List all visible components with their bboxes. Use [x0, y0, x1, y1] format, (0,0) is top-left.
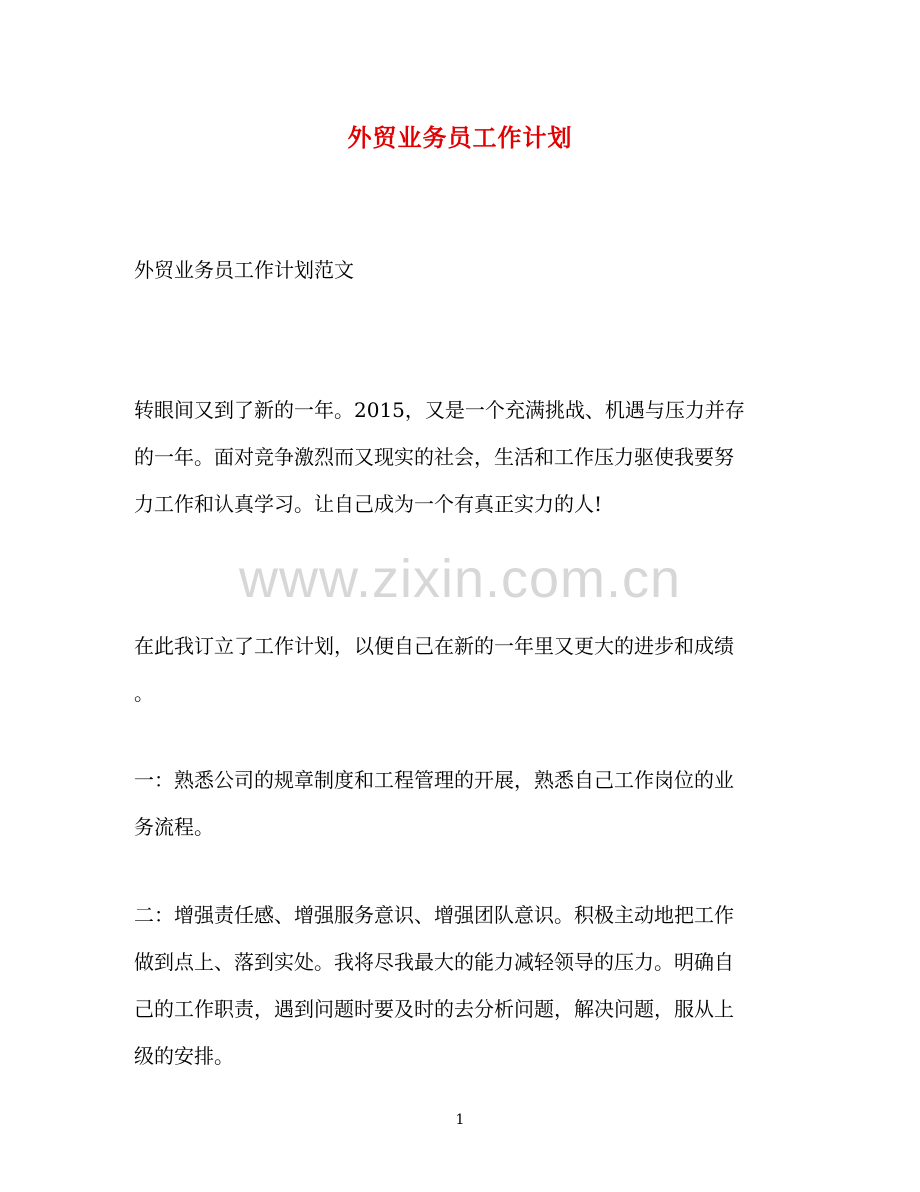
- document-title: 外贸业务员工作计划: [347, 123, 573, 152]
- paragraph-plan: [134, 623, 784, 717]
- paragraph-item-one: [134, 757, 784, 851]
- paragraph-line: 力工作和认真学习。让自己成为一个有真正实力的人!: [134, 492, 603, 516]
- paragraph-line: 做到点上、落到实处。我将尽我最大的能力减轻领导的压力。明确自: [134, 950, 734, 974]
- paragraph-line: 己的工作职责，遇到问题时要及时的去分析问题，解决问题，服从上: [134, 997, 734, 1021]
- paragraph-line: 。: [134, 681, 154, 705]
- paragraph-line: 级的安排。: [134, 1044, 234, 1068]
- paragraph-line: 转眼间又到了新的一年。2015，又是一个充满挑战、机遇与压力并存: [134, 398, 745, 422]
- paragraph-line: 务流程。: [134, 815, 214, 839]
- paragraph-intro: [134, 387, 784, 528]
- watermark: www.zixin.com.cn: [238, 549, 682, 609]
- paragraph-line: 的一年。面对竞争激烈而又现实的社会，生活和工作压力驱使我要努: [134, 445, 734, 469]
- paragraph-item-two: [134, 892, 784, 1080]
- document-subtitle: 外贸业务员工作计划范文: [134, 258, 354, 282]
- paragraph-line: 二：增强责任感、增强服务意识、增强团队意识。积极主动地把工作: [134, 903, 734, 927]
- page-number: 1: [455, 1112, 465, 1128]
- paragraph-line: 一：熟悉公司的规章制度和工程管理的开展，熟悉自己工作岗位的业: [134, 768, 734, 792]
- paragraph-line: 在此我订立了工作计划，以便自己在新的一年里又更大的进步和成绩: [134, 634, 734, 658]
